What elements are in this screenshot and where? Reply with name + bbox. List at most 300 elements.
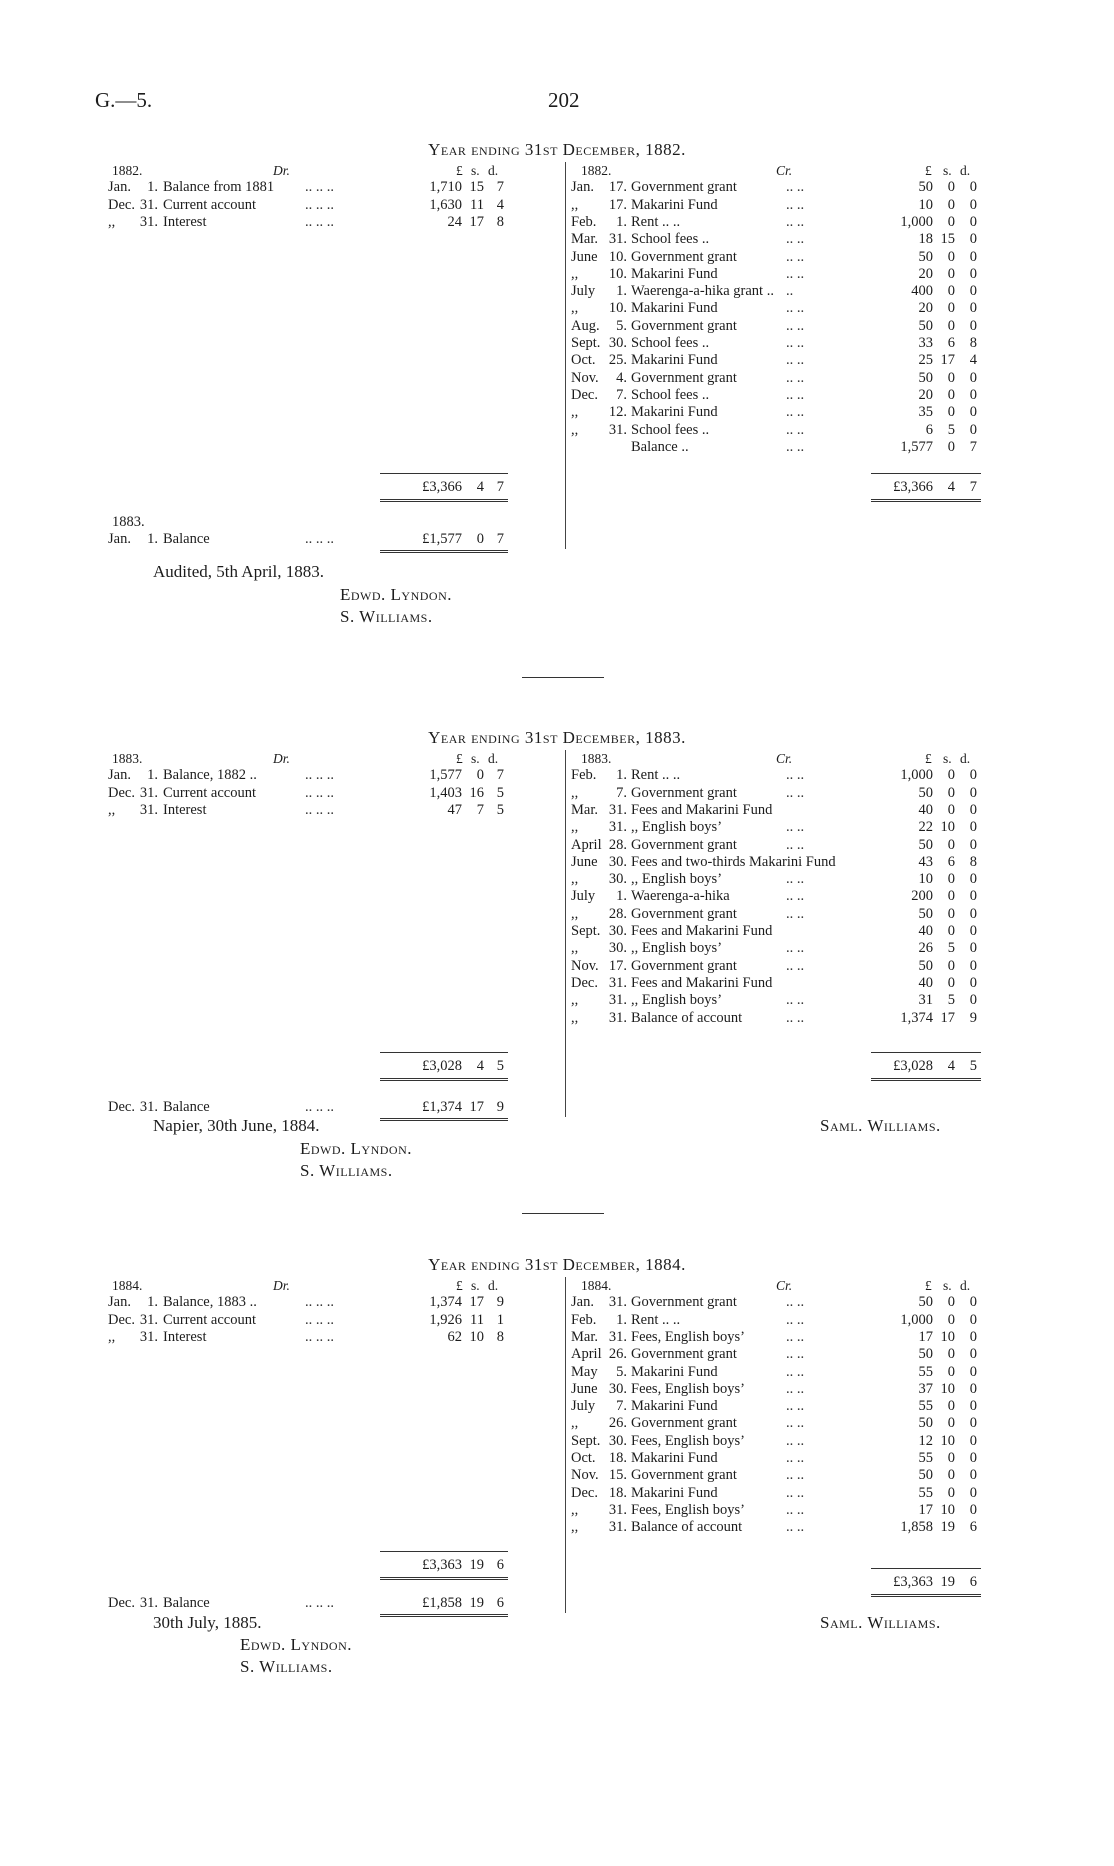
entry-particulars: Fees, English boys’ <box>631 1328 745 1345</box>
entry-day: 1. <box>616 1311 627 1328</box>
amount-pence: 5 <box>496 1058 504 1074</box>
amount-pounds: 1,403 <box>429 784 462 801</box>
entry-particulars: Government grant <box>631 1294 737 1311</box>
ledger-row <box>571 300 1016 317</box>
entry-month: ,, <box>571 265 579 282</box>
ledger-row <box>108 1294 563 1311</box>
amount-shillings: 4 <box>947 1058 955 1074</box>
total-double-rule <box>871 1078 981 1081</box>
leader-dots: .. .. <box>786 905 805 922</box>
amount-pounds: 20 <box>918 386 933 403</box>
amount-pounds: 40 <box>918 974 933 991</box>
ledger-row <box>571 231 1016 248</box>
amount-pence: 0 <box>969 1311 977 1328</box>
ledger-row <box>571 1329 1016 1346</box>
amount-shillings: 0 <box>947 957 955 974</box>
cr-label: Cr. <box>776 163 793 178</box>
total-double-rule <box>380 1078 508 1081</box>
ledger-row <box>571 1364 1016 1381</box>
ledger-row <box>571 767 1016 784</box>
ledger-row <box>571 819 1016 836</box>
ledger-row <box>571 992 1016 1009</box>
auditor-signature: S. Williams. <box>240 1657 333 1676</box>
amount-pounds: 47 <box>447 801 462 818</box>
entry-month: Jan. <box>108 531 131 547</box>
amount-pence: 0 <box>969 1501 977 1518</box>
amount-pounds: 1,577 <box>429 767 462 784</box>
leader-dots: .. .. <box>786 1450 805 1466</box>
entry-particulars: Balance, 1883 .. <box>163 1294 257 1311</box>
entry-day: 31. <box>608 1294 627 1311</box>
entry-particulars: Government grant <box>631 1415 737 1432</box>
amount-pounds: 33 <box>918 335 933 351</box>
amount-pence: 8 <box>969 335 977 351</box>
amount-shillings: 0 <box>947 300 955 317</box>
amount-pounds: 1,000 <box>900 213 933 230</box>
entry-particulars: Current account <box>163 1311 257 1328</box>
amount-shillings: 4 <box>476 479 484 495</box>
auditor-signature: S. Williams. <box>300 1161 393 1180</box>
amount-pounds: 50 <box>918 179 933 196</box>
leader-dots: .. .. <box>786 213 805 230</box>
entry-particulars: Government grant <box>631 784 737 801</box>
amount-pounds: 17 <box>918 1501 933 1518</box>
entry-day: 1. <box>616 888 627 905</box>
leader-dots: .. .. <box>786 871 805 888</box>
entry-month: ,, <box>571 1009 579 1026</box>
ledger-row <box>571 854 1016 871</box>
amount-pounds: 50 <box>918 905 933 922</box>
ledger-row <box>571 179 1016 196</box>
amount-shillings: 0 <box>476 531 484 547</box>
entry-month: ,, <box>571 992 579 1009</box>
entry-particulars: Government grant <box>631 179 737 196</box>
amount-shillings: 0 <box>947 1346 955 1363</box>
entry-particulars: Fees and Makarini Fund <box>631 801 773 818</box>
amount-pounds: 50 <box>918 317 933 334</box>
amount-shillings: 0 <box>947 283 955 300</box>
amount-pence: 0 <box>969 1398 977 1415</box>
amount-pounds: 50 <box>918 836 933 853</box>
entry-particulars: Waerenga-a-hika <box>631 888 730 905</box>
amount-pence: 0 <box>969 767 977 784</box>
page-reference: G.—5. <box>95 88 153 112</box>
entry-day: 30. <box>608 923 627 939</box>
amount-pounds: 20 <box>918 300 933 317</box>
year-label: 1884. <box>112 1278 143 1293</box>
entry-day: 31. <box>139 213 158 230</box>
leader-dots: .. .. <box>786 1484 805 1501</box>
amount-shillings: 0 <box>947 369 955 386</box>
amount-pounds: £1,577 <box>422 531 462 547</box>
leader-dots: .. .. <box>786 784 805 801</box>
amount-shillings: 11 <box>470 1311 484 1328</box>
ledger-row <box>571 1519 1016 1536</box>
balance-double-rule <box>380 550 508 553</box>
leader-dots: .. .. <box>786 992 805 1009</box>
balance-row <box>108 531 563 548</box>
entry-day: 15. <box>608 1467 627 1484</box>
entry-month: ,, <box>108 213 116 230</box>
entry-month: ,, <box>571 404 579 421</box>
accountant-signature: Saml. Williams. <box>820 1613 941 1632</box>
total-row <box>571 479 1016 496</box>
ledger-row <box>571 1433 1016 1450</box>
leader-dots: .. .. .. <box>305 179 334 196</box>
leader-dots: .. .. <box>786 265 805 282</box>
amount-shillings: 0 <box>947 213 955 230</box>
entry-particulars: Balance from 1881 <box>163 179 275 196</box>
ledger-row <box>571 1381 1016 1398</box>
entry-particulars: Makarini Fund <box>631 196 718 213</box>
total-row <box>108 1557 563 1574</box>
entry-particulars: Balance of account <box>631 1009 743 1026</box>
leader-dots: .. .. <box>786 386 805 403</box>
section-divider <box>522 677 604 678</box>
ledger-row <box>108 802 563 819</box>
entry-particulars: ,, English boys’ <box>631 819 723 836</box>
entry-month: ,, <box>571 1415 579 1432</box>
shilling-header: s. <box>471 1278 480 1293</box>
amount-pence: 0 <box>969 888 977 905</box>
amount-pence: 6 <box>969 1519 977 1536</box>
entry-day: 31. <box>139 1311 158 1328</box>
ledger-row <box>108 1312 563 1329</box>
column-header <box>571 750 1016 767</box>
column-divider <box>565 1277 566 1613</box>
amount-pence: 0 <box>969 1450 977 1466</box>
total-double-rule <box>380 499 508 502</box>
leader-dots: .. .. <box>786 1294 805 1311</box>
entry-particulars: Balance .. <box>631 438 689 455</box>
ledger-row <box>571 404 1016 421</box>
entry-month: ,, <box>571 819 579 836</box>
entry-day: 1. <box>616 213 627 230</box>
amount-pence: 0 <box>969 265 977 282</box>
amount-pence: 0 <box>969 317 977 334</box>
entry-particulars: Fees, English boys’ <box>631 1432 745 1449</box>
amount-pence: 9 <box>969 1009 977 1026</box>
amount-shillings: 0 <box>947 1398 955 1415</box>
entry-particulars: Rent .. .. <box>631 1311 681 1328</box>
entry-month: ,, <box>571 1519 579 1536</box>
pound-header: £ <box>456 751 463 766</box>
entry-day: 12. <box>608 404 627 421</box>
year-label: 1882. <box>581 163 612 178</box>
entry-month: Mar. <box>571 801 598 818</box>
amount-pence: 7 <box>496 479 504 495</box>
entry-day: 31. <box>608 231 627 248</box>
leader-dots: .. .. .. <box>305 801 334 818</box>
entry-particulars: Makarini Fund <box>631 1363 718 1380</box>
ledger-row <box>108 197 563 214</box>
total-rule <box>380 1551 508 1552</box>
pence-header: d. <box>960 163 971 178</box>
amount-pounds: 12 <box>918 1432 933 1449</box>
amount-pence: 0 <box>969 923 977 939</box>
amount-shillings: 5 <box>947 940 955 957</box>
entry-day: 26. <box>608 1346 627 1363</box>
pence-header: d. <box>488 163 499 178</box>
amount-pounds: 26 <box>918 940 933 957</box>
entry-month: Feb. <box>571 213 597 230</box>
leader-dots: .. .. <box>786 438 805 455</box>
entry-particulars: Government grant <box>631 317 737 334</box>
entry-month: ,, <box>571 871 579 888</box>
entry-particulars: Interest <box>163 801 207 818</box>
leader-dots: .. .. <box>786 1380 805 1397</box>
leader-dots: .. <box>786 283 794 300</box>
entry-particulars: Government grant <box>631 905 737 922</box>
amount-pounds: 1,000 <box>900 1311 933 1328</box>
total-rule <box>871 473 981 474</box>
entry-particulars: Fees, English boys’ <box>631 1501 745 1518</box>
entry-month: June <box>571 248 598 265</box>
amount-pence: 8 <box>496 1328 504 1345</box>
entry-day: 17. <box>608 179 627 196</box>
leader-dots: .. .. <box>786 369 805 386</box>
amount-pence: 5 <box>496 801 504 818</box>
entry-month: ,, <box>108 801 116 818</box>
amount-pence: 0 <box>969 1294 977 1311</box>
amount-shillings: 17 <box>469 1294 484 1311</box>
leader-dots: .. .. <box>786 1009 805 1026</box>
entry-month: Feb. <box>571 767 597 784</box>
amount-pence: 0 <box>969 871 977 888</box>
amount-pounds: 10 <box>918 196 933 213</box>
entry-day: 4. <box>616 369 627 386</box>
amount-pence: 0 <box>969 974 977 991</box>
next-year-label: 1883. <box>112 513 145 530</box>
amount-shillings: 16 <box>469 784 484 801</box>
leader-dots: .. .. .. <box>305 1595 334 1611</box>
ledger-row <box>571 888 1016 905</box>
amount-pence: 0 <box>969 819 977 836</box>
amount-shillings: 0 <box>947 404 955 421</box>
entry-month: July <box>571 283 596 300</box>
ledger-row <box>571 906 1016 923</box>
amount-shillings: 0 <box>947 871 955 888</box>
entry-month: Dec. <box>571 974 598 991</box>
balance-double-rule <box>380 1118 508 1121</box>
entry-particulars: Government grant <box>631 369 737 386</box>
entry-day: 30. <box>608 335 627 351</box>
entry-particulars: Interest <box>163 213 207 230</box>
total-row <box>108 479 563 496</box>
amount-pence: 0 <box>969 1363 977 1380</box>
entry-month: ,, <box>571 784 579 801</box>
entry-particulars: Interest <box>163 1328 207 1345</box>
amount-pence: 0 <box>969 1415 977 1432</box>
amount-pounds: 18 <box>918 231 933 248</box>
shilling-header: s. <box>943 751 952 766</box>
amount-shillings: 0 <box>947 923 955 939</box>
leader-dots: .. .. <box>786 196 805 213</box>
column-header <box>108 162 563 179</box>
balance-row <box>108 1099 563 1116</box>
amount-shillings: 0 <box>947 1311 955 1328</box>
amount-pounds: 17 <box>918 1328 933 1345</box>
entry-month: Feb. <box>571 1311 597 1328</box>
ledger-row <box>571 197 1016 214</box>
amount-shillings: 0 <box>947 784 955 801</box>
amount-pounds: 50 <box>918 1415 933 1432</box>
entry-particulars: Rent .. .. <box>631 767 681 784</box>
amount-shillings: 6 <box>947 335 955 351</box>
amount-pounds: 31 <box>918 992 933 1009</box>
entry-day: 10. <box>608 248 627 265</box>
amount-pence: 0 <box>969 836 977 853</box>
place-date: Napier, 30th June, 1884. <box>153 1116 320 1135</box>
leader-dots: .. .. <box>786 1328 805 1345</box>
entry-month: Mar. <box>571 231 598 248</box>
entry-particulars: Makarini Fund <box>631 1484 718 1501</box>
entry-particulars: Balance <box>163 1595 210 1611</box>
leader-dots: .. .. .. <box>305 531 334 547</box>
amount-pounds: 50 <box>918 248 933 265</box>
entry-month: Mar. <box>571 1328 598 1345</box>
section-title: Year ending 31st December, 1883. <box>428 728 686 747</box>
amount-pence: 0 <box>969 179 977 196</box>
amount-pence: 0 <box>969 784 977 801</box>
ledger-row <box>571 802 1016 819</box>
leader-dots: .. .. <box>786 1519 805 1536</box>
amount-pounds: 20 <box>918 265 933 282</box>
entry-day: 30. <box>608 871 627 888</box>
ledger-row <box>571 1415 1016 1432</box>
amount-pounds: £3,366 <box>893 479 933 495</box>
amount-pence: 7 <box>496 179 504 196</box>
total-double-rule <box>871 1594 981 1597</box>
amount-pence: 4 <box>496 196 504 213</box>
amount-pence: 4 <box>969 352 977 369</box>
amount-pounds: 55 <box>918 1363 933 1380</box>
auditor-signature: Edwd. Lyndon. <box>340 585 453 604</box>
ledger-row <box>571 940 1016 957</box>
amount-shillings: 5 <box>947 421 955 438</box>
entry-day: 10. <box>608 265 627 282</box>
leader-dots: .. .. <box>786 836 805 853</box>
entry-day: 7. <box>616 386 627 403</box>
amount-pounds: 37 <box>918 1380 933 1397</box>
amount-shillings: 0 <box>947 1294 955 1311</box>
amount-pounds: 400 <box>911 283 933 300</box>
amount-shillings: 10 <box>940 1432 955 1449</box>
amount-pounds: 24 <box>447 213 462 230</box>
entry-particulars: Makarini Fund <box>631 1450 718 1466</box>
ledger-row <box>571 1502 1016 1519</box>
entry-day: 7. <box>616 784 627 801</box>
entry-day: 18. <box>608 1484 627 1501</box>
ledger-row <box>571 335 1016 352</box>
amount-pence: 6 <box>496 1557 504 1573</box>
accountant-signature: Saml. Williams. <box>820 1116 941 1135</box>
amount-pounds: 22 <box>918 819 933 836</box>
amount-pounds: £1,374 <box>422 1099 462 1115</box>
leader-dots: .. .. <box>786 1398 805 1415</box>
amount-pence: 0 <box>969 196 977 213</box>
leader-dots: .. .. <box>786 352 805 369</box>
entry-particulars: School fees .. <box>631 231 710 248</box>
column-header <box>571 162 1016 179</box>
amount-shillings: 10 <box>940 1328 955 1345</box>
cr-label: Cr. <box>776 1278 793 1293</box>
entry-day: 31. <box>139 1099 158 1115</box>
leader-dots: .. .. <box>786 404 805 421</box>
ledger-row <box>571 214 1016 231</box>
balance-row <box>108 1595 563 1612</box>
amount-shillings: 0 <box>947 1415 955 1432</box>
audit-date: Audited, 5th April, 1883. <box>153 562 324 581</box>
entry-month: Jan. <box>108 767 131 784</box>
ledger-row <box>571 1346 1016 1363</box>
entry-month: Oct. <box>571 352 596 369</box>
leader-dots: .. .. <box>786 179 805 196</box>
amount-pence: 8 <box>496 213 504 230</box>
amount-shillings: 0 <box>947 248 955 265</box>
entry-particulars: Makarini Fund <box>631 265 718 282</box>
entry-month: Jan. <box>108 1294 131 1311</box>
amount-pounds: 1,374 <box>900 1009 933 1026</box>
shilling-header: s. <box>943 1278 952 1293</box>
cr-label: Cr. <box>776 751 793 766</box>
ledger-row <box>571 1010 1016 1027</box>
amount-pounds: 62 <box>447 1328 462 1345</box>
ledger-row <box>108 1329 563 1346</box>
leader-dots: .. .. <box>786 767 805 784</box>
ledger-row <box>571 249 1016 266</box>
entry-day: 31. <box>139 1328 158 1345</box>
entry-month: ,, <box>108 1328 116 1345</box>
entry-month: June <box>571 1380 598 1397</box>
amount-pence: 7 <box>496 767 504 784</box>
amount-shillings: 4 <box>947 479 955 495</box>
entry-month: Dec. <box>571 386 598 403</box>
entry-day: 31. <box>608 992 627 1009</box>
amount-pounds: 50 <box>918 1294 933 1311</box>
leader-dots: .. .. <box>786 1467 805 1484</box>
amount-shillings: 10 <box>940 819 955 836</box>
entry-particulars: Government grant <box>631 248 737 265</box>
section-title: Year ending 31st December, 1884. <box>428 1255 686 1274</box>
entry-day: 18. <box>608 1450 627 1466</box>
amount-pounds: 1,926 <box>429 1311 462 1328</box>
entry-particulars: Government grant <box>631 836 737 853</box>
column-divider <box>565 750 566 1117</box>
dr-label: Dr. <box>273 751 290 766</box>
entry-particulars: Rent .. .. <box>631 213 681 230</box>
total-rule <box>380 473 508 474</box>
amount-pence: 0 <box>969 1432 977 1449</box>
year-label: 1884. <box>581 1278 612 1293</box>
ledger-row <box>571 283 1016 300</box>
entry-month: Nov. <box>571 957 599 974</box>
amount-pence: 5 <box>496 784 504 801</box>
entry-day: 30. <box>608 1380 627 1397</box>
amount-pounds: £3,363 <box>893 1574 933 1590</box>
entry-day: 1. <box>616 767 627 784</box>
amount-shillings: 19 <box>940 1574 955 1590</box>
amount-pounds: 10 <box>918 871 933 888</box>
ledger-row <box>571 1467 1016 1484</box>
dr-label: Dr. <box>273 163 290 178</box>
ledger-row <box>108 785 563 802</box>
section-divider <box>522 1213 604 1214</box>
entry-day: 1. <box>147 531 158 547</box>
leader-dots: .. .. <box>786 248 805 265</box>
section-title: Year ending 31st December, 1882. <box>428 140 686 159</box>
amount-pounds: 55 <box>918 1398 933 1415</box>
